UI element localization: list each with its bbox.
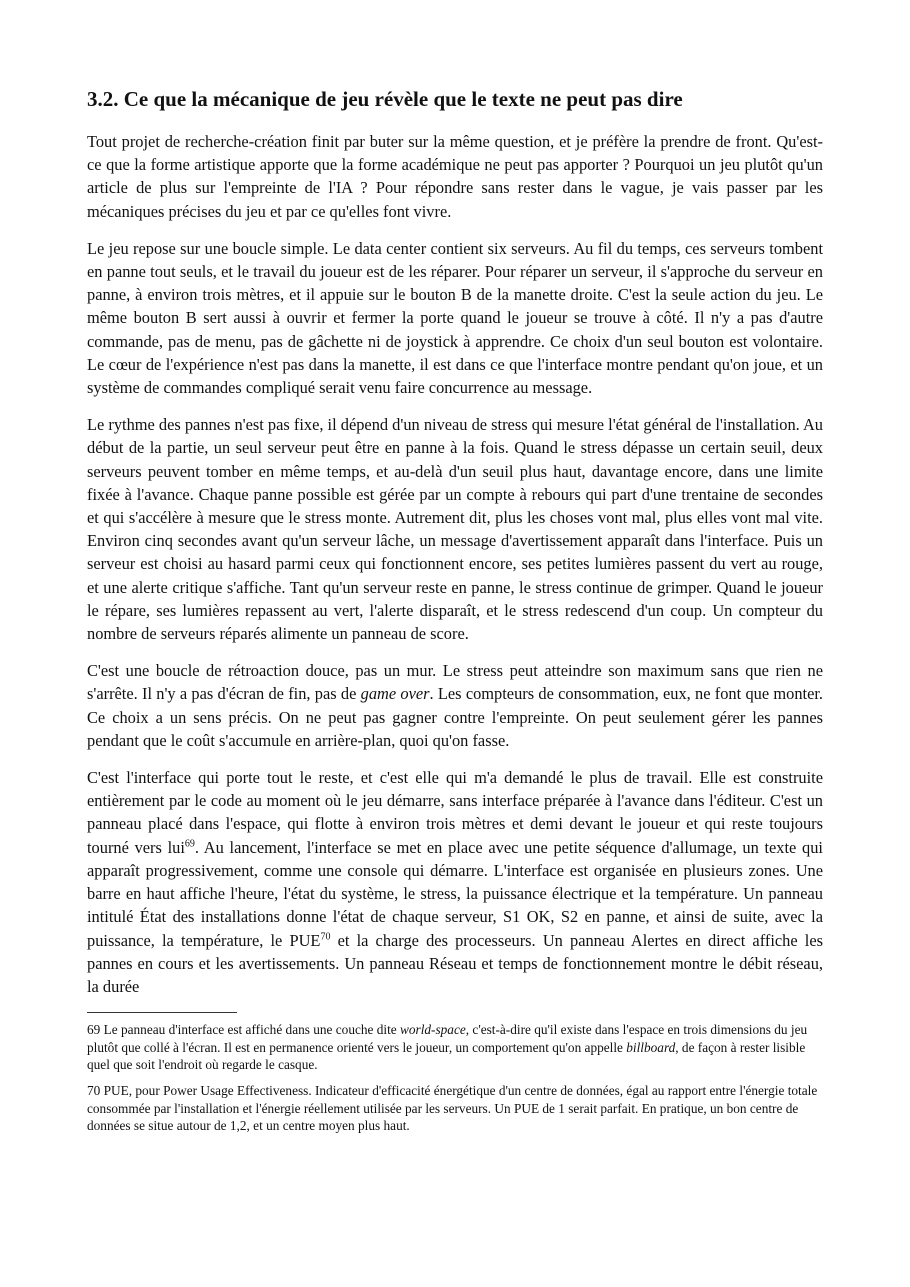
footnotes [87, 1021, 823, 1134]
body-text [87, 130, 823, 998]
paragraph [87, 659, 823, 752]
italic-term: billboard [626, 1039, 676, 1055]
document-page [87, 84, 823, 1144]
paragraph: Tout projet de recherche-création finit par buter sur la même question, et je préfère la prendre de front. Qu'est-ce que la forme artistique apporte que la forme académique ne peut pas apporter ? Pourquoi un jeu plutôt qu'un article de plus sur l'empreinte de l'IA ? Pour répondre sans rester dans le vague, je vais passer par les mécaniques précises du jeu et par ce qu'elles font vivre. [87, 132, 823, 221]
text-run: . Les compteurs de consommation, eux, ne font que monter. Ce choix a un sens précis. On ne peut pas gagner contre l'empreinte. On peut seulement gérer les pannes pendant que le coût s'accumule en arrière-plan, quoi qu'on fasse. [87, 684, 823, 750]
paragraph [87, 766, 823, 998]
footnote-ref: 70 [320, 931, 331, 943]
footnote-ref: 69 [184, 838, 195, 850]
paragraph: Le rythme des pannes n'est pas fixe, il dépend d'un niveau de stress qui mesure l'état général de l'installation. Au début de la partie, un seul serveur peut être en panne à la fois. Quand le stress dépasse un certain seuil, deux serveurs peuvent tomber en même temps, et au-delà d'un seuil plus haut, davantage encore, dans une limite fixée à l'avance. Chaque panne possible est gérée par un compte à rebours qui part d'une trentaine de secondes et qui s'accélère à mesure que le stress monte. Autrement dit, plus les choses vont mal, plus elles vont mal vite. Environ cinq secondes avant qu'un serveur lâche, un message d'avertissement apparaît dans l'interface. Puis un serveur est choisi au hasard parmi ceux qui fonctionnent encore, ses petites lumières passent du vert au rouge, et une alerte critique s'affiche. Tant qu'un serveur reste en panne, le stress continue de grimper. Quand le joueur le répare, ses lumières repassent au vert, l'alerte disparaît, et le stress redescend d'un coup. Un compteur du nombre de serveurs réparés alimente un panneau de score. [87, 415, 823, 644]
section-heading: 3.2. Ce que la mécanique de jeu révèle que le texte ne peut pas dire [87, 87, 683, 111]
italic-term: game over [360, 684, 430, 704]
footnote [87, 1021, 823, 1073]
footnote: 70 PUE, pour Power Usage Effectiveness. Indicateur d'efficacité énergétique d'un centre de données, égal au rapport entre l'énergie totale consommée par l'installation et l'énergie réellement utilisée par les serveurs. Un PUE de 1 serait parfait. En pratique, un bon centre de données se situe autour de 1,2, et un centre moyen plus haut. [87, 1083, 818, 1134]
text-run: C'est l'interface qui porte tout le reste, et c'est elle qui m'a demandé le plus de travail. Elle est construite entièrement par le code au moment où le jeu démarre, sans interface préparée à l'avance dans l'éditeur. C'est un panneau placé dans l'espace, qui flotte à environ trois mètres et demi devant le joueur et qui reste toujours tourné vers lui [87, 768, 823, 857]
text-run: , c'est-à-dire qu'il existe dans l'espace en trois dimensions du jeu plutôt que collé à l'écran. Il est en permanence orienté vers le joueur, un comportement qu'on appelle [87, 1022, 808, 1055]
footnote-separator [87, 1012, 237, 1013]
text-run: 69 Le panneau d'interface est affiché dans une couche dite [87, 1022, 401, 1038]
text-run: C'est une boucle de rétroaction douce, pas un mur. Le stress peut atteindre son maximum sans que rien ne s'arrête. Il n'y a pas d'écran de fin, pas de [87, 661, 823, 704]
italic-term: world-space [400, 1022, 466, 1038]
text-run: . Au lancement, l'interface se met en place avec une petite séquence d'allumage, un texte qui apparaît progressivement, comme une console qui démarre. L'interface est organisée en plusieurs zones. Une barre en haut affiche l'heure, l'état du système, le stress, la puissance électrique et la température. Un panneau intitulé État des installations donne l'état de chaque serveur, S1 OK, S2 en panne, et ainsi de suite, avec la puissance, la température, le PUE [87, 837, 823, 950]
paragraph: Le jeu repose sur une boucle simple. Le data center contient six serveurs. Au fil du temps, ces serveurs tombent en panne tout seuls, et le travail du joueur est de les réparer. Pour réparer un serveur, il s'approche du serveur en panne, à environ trois mètres, et il appuie sur le bouton B de la manette droite. C'est la seule action du jeu. Le même bouton B sert aussi à ouvrir et fermer la porte quand le joueur se trouve à côté. Il n'y a pas d'autre commande, pas de menu, pas de gâchette ni de joystick à apprendre. Ce choix d'un seul bouton est volontaire. Le cœur de l'expérience n'est pas dans la manette, il est dans ce que l'interface montre pendant qu'on joue, et un système de commandes compliqué serait venu faire concurrence au message. [87, 238, 823, 398]
text-run: et la charge des processeurs. Un panneau Alertes en direct affiche les pannes en cours et les avertissements. Un panneau Réseau et temps de fonctionnement montre le débit réseau, la durée [87, 930, 823, 996]
text-run: , de façon à rester lisible quel que soit l'endroit où regarde le casque. [87, 1039, 806, 1072]
